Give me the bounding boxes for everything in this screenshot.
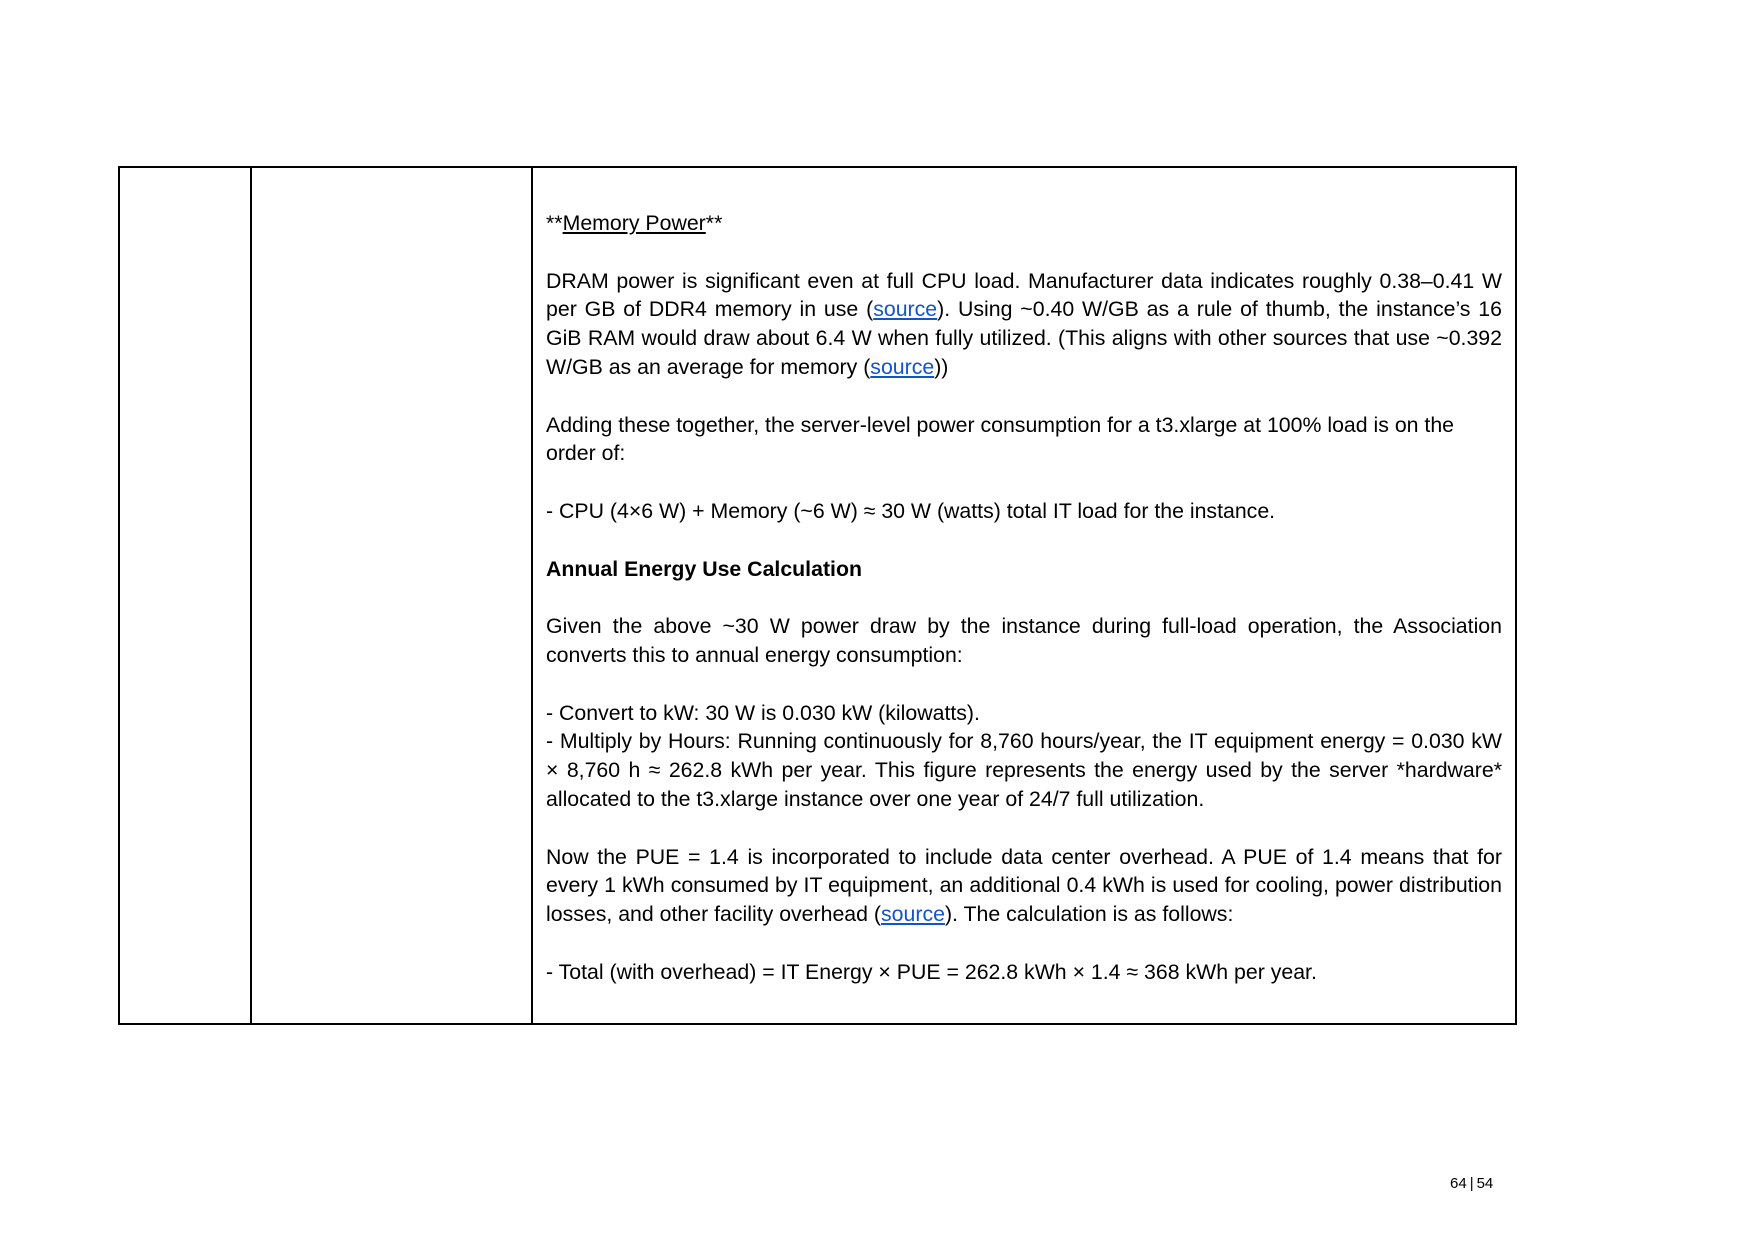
cpu-memory-line: - CPU (4×6 W) + Memory (~6 W) ≈ 30 W (watts) total IT load for the instance. [546, 498, 1276, 523]
table-column-2 [252, 168, 533, 1023]
memory-power-title: Memory Power [562, 211, 706, 235]
content-table [118, 166, 1517, 1025]
adding-paragraph: Adding these together, the server-level power consumption for a t3.xlarge at 100% load is on the order of: [546, 412, 1455, 466]
current-page: 64 [1450, 1175, 1467, 1192]
pue-paragraph: Now the PUE = 1.4 is incorporated to include data center overhead. A PUE of 1.4 means that for every 1 kWh consumed by IT equipment, an additional 0.4 kWh is used for cooling, power distribution losses, and other facility overhead (source). The calculation is as follows: [546, 844, 1502, 927]
source-link-ddr4[interactable]: source [873, 297, 938, 322]
page-number [1450, 1175, 1493, 1193]
table-column-3 [533, 168, 1515, 1023]
total-line: - Total (with overhead) = IT Energy × PUE = 262.8 kWh × 1.4 ≈ 368 kWh per year. [546, 959, 1317, 984]
annual-energy-intro: Given the above ~30 W power draw by the instance during full-load operation, the Association converts this to annual energy consumption: [546, 614, 1502, 667]
page-separator: | [1469, 1175, 1474, 1192]
source-link-memory-average[interactable]: source [870, 354, 935, 379]
memory-power-heading: **Memory Power** [546, 211, 723, 235]
table-column-1 [120, 168, 252, 1023]
memory-power-paragraph: DRAM power is significant even at full CPU load. Manufacturer data indicates roughly 0.38–0.41 W per GB of DDR4 memory in use (source). Using ~0.40 W/GB as a rule of thumb, the instance’s 16 GiB RAM would draw about 6.4 W when fully utilized. (This aligns with other sources that use ~0.392 W/GB as an average for memory (source)) [546, 268, 1502, 379]
multiply-line: - Multiply by Hours: Running continuously for 8,760 hours/year, the IT equipment energy = 0.030 kW × 8,760 h ≈ 262.8 kWh per year. This figure represents the energy used by the server *hardware* allocated to the t3.xlarge instance over one year of 24/7 full utilization. [546, 729, 1502, 811]
source-link-pue[interactable]: source [881, 902, 945, 927]
annual-energy-heading: Annual Energy Use Calculation [546, 556, 862, 581]
convert-line: - Convert to kW: 30 W is 0.030 kW (kilowatts). [546, 700, 980, 725]
total-pages: 54 [1476, 1175, 1494, 1192]
